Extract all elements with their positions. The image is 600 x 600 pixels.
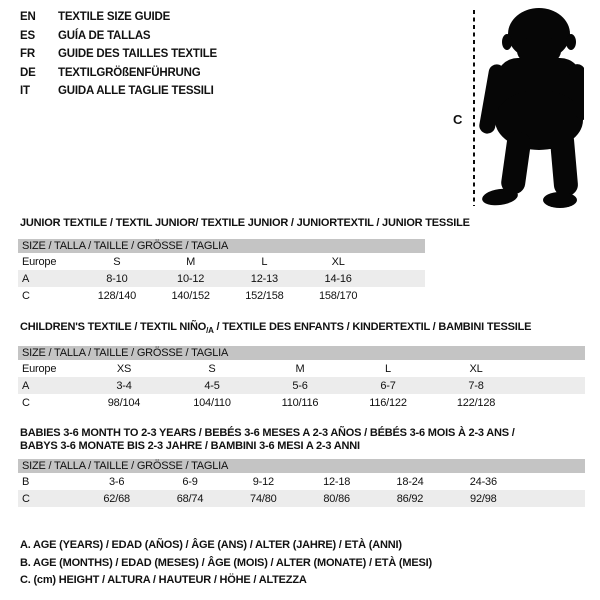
table-row [18, 360, 585, 377]
value-cell: 158/170 [318, 289, 358, 302]
value-cell: 12-13 [250, 272, 278, 285]
language-row-es [20, 27, 217, 46]
guide-title-fr: GUIDE DES TAILLES TEXTILE [58, 48, 217, 60]
language-row-it [20, 82, 217, 101]
spacer-cell [375, 253, 425, 270]
table-row [18, 253, 425, 270]
value-cell: 68/74 [176, 492, 204, 505]
table-row [18, 287, 425, 304]
row-label-cell: A [22, 379, 30, 392]
size-header-bar: SIZE / TALLA / TAILLE / GRÖSSE / TAGLIA [18, 459, 585, 473]
note-height-cm: C. (cm) HEIGHT / ALTURA / HAUTEUR / HÖHE / ALTEZZA [20, 574, 307, 586]
row-label-cell: Europe [22, 362, 57, 375]
value-cell: 14-16 [324, 272, 352, 285]
value-cell: 10-12 [177, 272, 205, 285]
value-cell: L [385, 362, 391, 375]
children-size-table [18, 360, 585, 411]
guide-title-de: TEXTILGRÖßENFÜHRUNG [58, 66, 201, 79]
children-title-post: / TEXTILE DES ENFANTS / KINDERTEXTIL / BAMBINI TESSILE [213, 321, 532, 333]
language-title-list [20, 8, 217, 101]
junior-section-title: JUNIOR TEXTILE / TEXTIL JUNIOR/ TEXTILE JUNIOR / JUNIORTEXTIL / JUNIOR TESSILE [20, 217, 470, 229]
value-cell: 12-18 [323, 475, 351, 488]
guide-title-it: GUIDA ALLE TAGLIE TESSILI [58, 85, 214, 97]
junior-size-table [18, 253, 425, 304]
value-cell: XS [116, 362, 132, 375]
row-label-cell: B [22, 475, 30, 488]
language-row-fr [20, 45, 217, 64]
value-cell: 18-24 [396, 475, 424, 488]
children-title-pre: CHILDREN'S TEXTILE / TEXTIL NIÑO [20, 321, 207, 333]
value-cell: 122/128 [456, 396, 496, 409]
value-cell: 152/158 [245, 289, 284, 302]
language-code: IT [20, 85, 30, 97]
value-cell: 24-36 [469, 475, 497, 488]
value-cell: 104/110 [193, 396, 231, 409]
legend-notes [20, 537, 432, 590]
language-code: DE [20, 66, 36, 79]
value-cell: L [261, 255, 268, 268]
spacer-cell [520, 360, 585, 377]
value-cell: 62/68 [103, 492, 130, 505]
table-row [18, 473, 585, 490]
children-section-title [20, 321, 585, 337]
row-label-cell: C [22, 396, 30, 409]
language-code: EN [20, 11, 36, 23]
value-cell: XL [331, 255, 345, 268]
value-cell: 74/80 [250, 492, 277, 505]
row-label-cell: C [22, 492, 30, 505]
guide-title-es: GUÍA DE TALLAS [58, 29, 151, 42]
spacer-cell [375, 270, 425, 287]
value-cell: 6-9 [182, 475, 198, 488]
toddler-silhouette-icon [452, 4, 584, 210]
language-row-en [20, 8, 217, 27]
value-cell: 86/92 [396, 492, 424, 505]
babies-size-table [18, 473, 585, 507]
value-cell: 128/140 [97, 289, 137, 302]
value-cell: 9-12 [252, 475, 274, 488]
row-label-cell: C [22, 289, 30, 302]
language-code: ES [20, 29, 35, 42]
babies-section-title [20, 427, 585, 453]
value-cell: 5-6 [292, 379, 308, 392]
value-cell: 116/122 [369, 396, 407, 409]
guide-title-en: TEXTILE SIZE GUIDE [58, 11, 171, 23]
children-section [18, 321, 585, 411]
value-cell: M [186, 255, 196, 268]
value-cell: 4-5 [204, 379, 220, 392]
size-header-bar: SIZE / TALLA / TAILLE / GRÖSSE / TAGLIA [18, 239, 425, 253]
value-cell: S [208, 362, 216, 375]
table-row [18, 490, 585, 507]
table-row [18, 394, 585, 411]
table-row [18, 270, 425, 287]
value-cell: 3-4 [116, 379, 132, 392]
row-label-cell: A [22, 272, 30, 285]
spacer-cell [520, 377, 585, 394]
spacer-cell [375, 287, 425, 304]
value-cell: 98/104 [107, 396, 141, 409]
value-cell: M [295, 362, 305, 375]
babies-section [18, 427, 585, 507]
note-age-months: B. AGE (MONTHS) / EDAD (MESES) / ÂGE (MOIS) / ALTER (MONATE) / ETÀ (MESI) [20, 556, 432, 569]
value-cell: 6-7 [380, 379, 396, 392]
babies-title-line1: BABIES 3-6 MONTH TO 2-3 YEARS / BEBÉS 3-6 MESES A 2-3 AÑOS / BÉBÉS 3-6 MOIS À 2-3 ANS / [20, 427, 515, 439]
babies-title-line2: BABYS 3-6 MONATE BIS 2-3 JAHRE / BAMBINI 3-6 MESI A 2-3 ANNI [20, 440, 360, 452]
height-measure-label: C [453, 112, 463, 127]
size-header-bar: SIZE / TALLA / TAILLE / GRÖSSE / TAGLIA [18, 346, 585, 360]
row-label-cell: Europe [22, 255, 57, 268]
spacer-cell [520, 490, 585, 507]
note-age-years: A. AGE (YEARS) / EDAD (AÑOS) / ÂGE (ANS) / ALTER (JAHRE) / ETÀ (ANNI) [20, 539, 402, 551]
value-cell: 92/98 [470, 492, 497, 505]
value-cell: 110/116 [281, 396, 319, 409]
spacer-cell [520, 394, 585, 411]
children-title-sub: /A [206, 326, 214, 336]
value-cell: 7-8 [468, 379, 484, 392]
language-code: FR [20, 48, 35, 60]
language-row-de [20, 64, 217, 83]
value-cell: 80/86 [323, 492, 350, 505]
table-row [18, 377, 585, 394]
toddler-silhouette [478, 8, 584, 208]
spacer-cell [520, 473, 585, 490]
value-cell: S [113, 255, 121, 268]
value-cell: 3-6 [109, 475, 125, 488]
value-cell: XL [469, 362, 483, 375]
junior-section [18, 217, 470, 304]
value-cell: 140/152 [171, 289, 210, 302]
value-cell: 8-10 [106, 272, 128, 285]
